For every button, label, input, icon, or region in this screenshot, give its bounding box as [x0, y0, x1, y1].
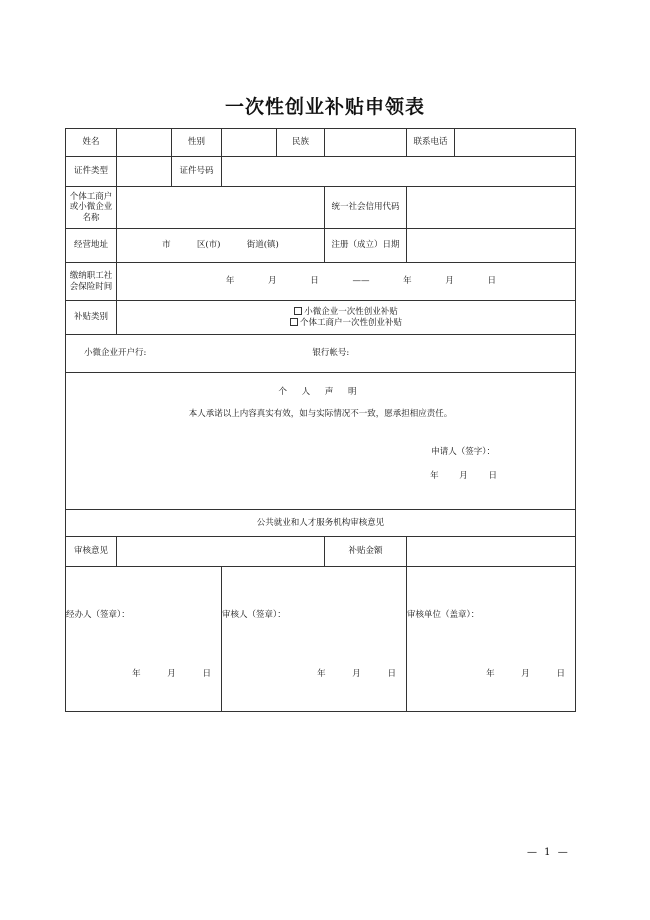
review-section-title: 公共就业和人才服务机构审核意见: [66, 510, 576, 537]
row-address: [66, 229, 576, 263]
reviewer-cell[interactable]: [222, 567, 407, 712]
id-type-field[interactable]: [117, 157, 172, 187]
review-opinion-label: 审核意见: [66, 537, 117, 567]
city-label: 市: [162, 240, 171, 251]
handler-signature-label: 经办人（签章）：: [66, 610, 130, 620]
business-name-field[interactable]: [117, 187, 325, 229]
unit-seal-label: 审核单位（盖章）：: [407, 610, 480, 620]
subsidy-amount-label: 补贴金额: [325, 537, 407, 567]
row-signatures: [66, 567, 576, 712]
review-opinion-field[interactable]: [117, 537, 325, 567]
option-small-enterprise-label: 小微企业一次性创业补贴: [304, 306, 398, 317]
subsidy-type-label: 补贴类别: [66, 301, 117, 335]
bank-label: 小微企业开户行:: [84, 348, 147, 359]
unit-date: 年 月 日: [486, 669, 565, 679]
ethnicity-label: 民族: [277, 129, 325, 157]
address-label: 经营地址: [66, 229, 117, 263]
id-number-field[interactable]: [222, 157, 576, 187]
bank-info-cell[interactable]: [66, 335, 576, 373]
ethnicity-field[interactable]: [325, 129, 407, 157]
row-subsidy-type: [66, 301, 576, 335]
phone-label: 联系电话: [407, 129, 455, 157]
end-month-label: 月: [445, 276, 454, 287]
row-insurance: [66, 263, 576, 301]
reviewer-signature-label: 审核人（签章）：: [222, 610, 286, 620]
range-dash: ——: [352, 276, 370, 287]
option-individual-business-label: 个体工商户一次性创业补贴: [299, 317, 402, 328]
id-type-label: 证件类型: [66, 157, 117, 187]
reg-date-label: 注册（成立）日期: [325, 229, 407, 263]
insurance-time-label: 缴纳职工社会保险时间: [66, 263, 117, 301]
handler-cell[interactable]: [66, 567, 222, 712]
reviewer-date: 年 月 日: [317, 669, 396, 679]
start-day-label: 日: [310, 276, 319, 287]
row-review-title: [66, 510, 576, 537]
account-label: 银行帐号:: [312, 348, 350, 359]
street-label: 街道(镇): [246, 240, 279, 251]
declaration-text: 本人承诺以上内容真实有效，如与实际情况不一致，愿承担相应责任。: [188, 409, 453, 419]
end-year-label: 年: [403, 276, 412, 287]
subsidy-type-options: [117, 301, 576, 335]
checkbox-small-enterprise[interactable]: [294, 307, 302, 315]
gender-label: 性别: [172, 129, 222, 157]
declaration-cell: [66, 373, 576, 510]
page-number: — 1 —: [527, 847, 570, 858]
unit-cell[interactable]: [407, 567, 576, 712]
application-form-table: [65, 128, 576, 712]
row-personal-info: [66, 129, 576, 157]
row-review-opinion: [66, 537, 576, 567]
row-bank: [66, 335, 576, 373]
credit-code-label: 统一社会信用代码: [325, 187, 407, 229]
district-label: 区(市): [196, 240, 221, 251]
name-label: 姓名: [66, 129, 117, 157]
declaration-date: 年 月 日: [430, 471, 497, 481]
handler-date: 年 月 日: [132, 669, 211, 679]
gender-field[interactable]: [222, 129, 277, 157]
row-declaration: [66, 373, 576, 510]
option-small-enterprise[interactable]: [119, 307, 573, 318]
declaration-heading: 个 人 声 明: [278, 387, 363, 397]
name-field[interactable]: [117, 129, 172, 157]
end-day-label: 日: [487, 276, 497, 287]
start-month-label: 月: [268, 276, 277, 287]
phone-field[interactable]: [455, 129, 576, 157]
checkbox-individual-business[interactable]: [290, 318, 298, 326]
business-name-label: 个体工商户或小微企业名称: [66, 187, 117, 229]
applicant-signature-label: 申请人（签字）：: [431, 447, 495, 457]
insurance-time-field[interactable]: [117, 263, 576, 301]
subsidy-amount-field[interactable]: [407, 537, 576, 567]
reg-date-field[interactable]: [407, 229, 576, 263]
credit-code-field[interactable]: [407, 187, 576, 229]
form-title: 一次性创业补贴申领表: [224, 96, 425, 118]
address-field[interactable]: [117, 229, 325, 263]
start-year-label: 年: [225, 276, 235, 287]
id-number-label: 证件号码: [172, 157, 222, 187]
option-individual-business[interactable]: [119, 318, 573, 329]
row-id: [66, 157, 576, 187]
row-business: [66, 187, 576, 229]
